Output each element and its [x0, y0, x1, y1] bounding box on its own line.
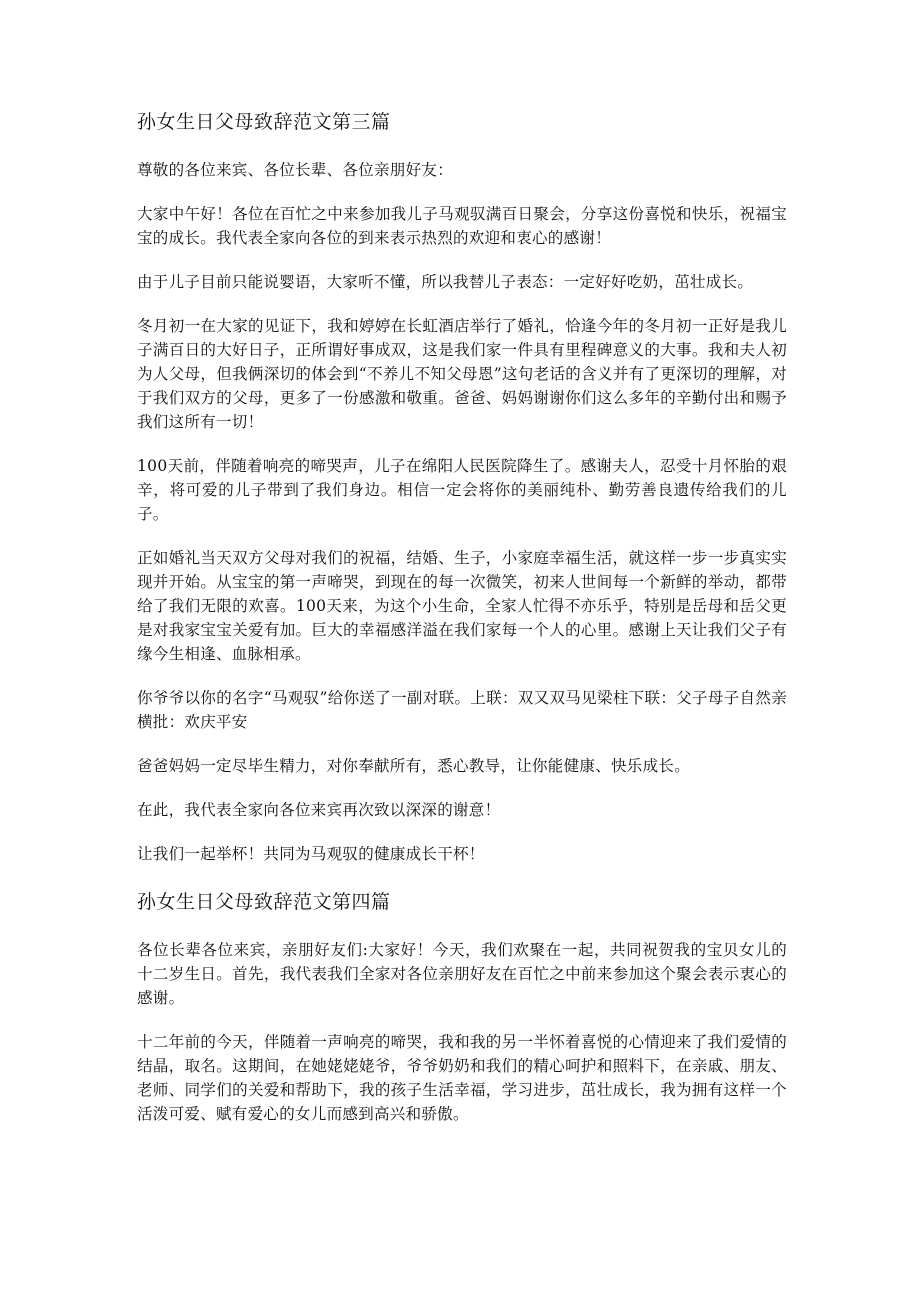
paragraph: 在此，我代表全家向各位来宾再次致以深深的谢意！: [137, 801, 501, 819]
paragraph: 冬月初一在大家的见证下，我和婷婷在长虹酒店举行了婚礼，恰逢今年的冬月初一正好是我儿子满百日的大好日子，正所谓好事成双，这是我们家一件具有里程碑意义的大事。我和夫人初为人父母，但我俩深切的体会到“不养儿不知父母恩”这句老话的含义并有了更深切的理解，对于我们双方的父母，更多了一份感激和敬重。爸爸、妈妈谢谢你们这么多年的辛勤付出和赐予我们这所有一切！: [137, 317, 787, 431]
paragraph: 你爷爷以你的名字“马观驭”给你送了一副对联。上联：双又双马见梁柱下联：父子母子自然亲横批：欢庆平安: [137, 689, 787, 731]
paragraph: 爸爸妈妈一定尽毕生精力，对你奉献所有，悉心教导，让你能健康、快乐成长。: [137, 757, 691, 775]
paragraph: 正如婚礼当天双方父母对我们的祝福，结婚、生子，小家庭幸福生活，就这样一步一步真实实现并开始。从宝宝的第一声啼哭，到现在的每一次微笑，初来人世间每一个新鲜的举动，都带给了我们无限的欢喜。100天来，为这个小生命，全家人忙得不亦乐乎，特别是岳母和岳父更是对我家宝宝关爱有加。巨大的幸福感洋溢在我们家每一个人的心里。感谢上天让我们父子有缘今生相逢、血脉相承。: [137, 549, 787, 663]
paragraph: 尊敬的各位来宾、各位长辈、各位亲朋好友：: [137, 161, 454, 179]
paragraph: 由于儿子目前只能说婴语，大家听不懂，所以我替儿子表态：一定好好吃奶，茁壮成长。: [137, 273, 754, 291]
document-content: [137, 108, 787, 1126]
paragraph: 100天前，伴随着响亮的啼哭声，儿子在绵阳人民医院降生了。感谢夫人，忍受十月怀胎的艰辛，将可爱的儿子带到了我们身边。相信一定会将你的美丽纯朴、勤劳善良遗传给我们的儿子。: [137, 457, 787, 523]
section-4-title: 孙女生日父母致辞范文第四篇: [137, 891, 391, 913]
paragraph: 十二年前的今天，伴随着一声响亮的啼哭，我和我的另一半怀着喜悦的心情迎来了我们爱情的结晶，取名。这期间，在她姥姥姥爷，爷爷奶奶和我们的精心呵护和照料下，在亲戚、朋友、老师、同学们的关爱和帮助下，我的孩子生活幸福，学习进步，茁壮成长，我为拥有这样一个活泼可爱、赋有爱心的女儿而感到高兴和骄傲。: [137, 1033, 787, 1123]
paragraph: 让我们一起举杯！共同为马观驭的健康成长干杯！: [137, 845, 485, 863]
paragraph: 各位长辈各位来宾，亲朋好友们:大家好！今天，我们欢聚在一起，共同祝贺我的宝贝女儿的十二岁生日。首先，我代表我们全家对各位亲朋好友在百忙之中前来参加这个聚会表示衷心的感谢。: [137, 941, 787, 1007]
section-3-title: 孙女生日父母致辞范文第三篇: [137, 111, 391, 133]
paragraph: 大家中午好！各位在百忙之中来参加我儿子马观驭满百日聚会，分享这份喜悦和快乐，祝福宝宝的成长。我代表全家向各位的到来表示热烈的欢迎和衷心的感谢！: [137, 205, 787, 247]
